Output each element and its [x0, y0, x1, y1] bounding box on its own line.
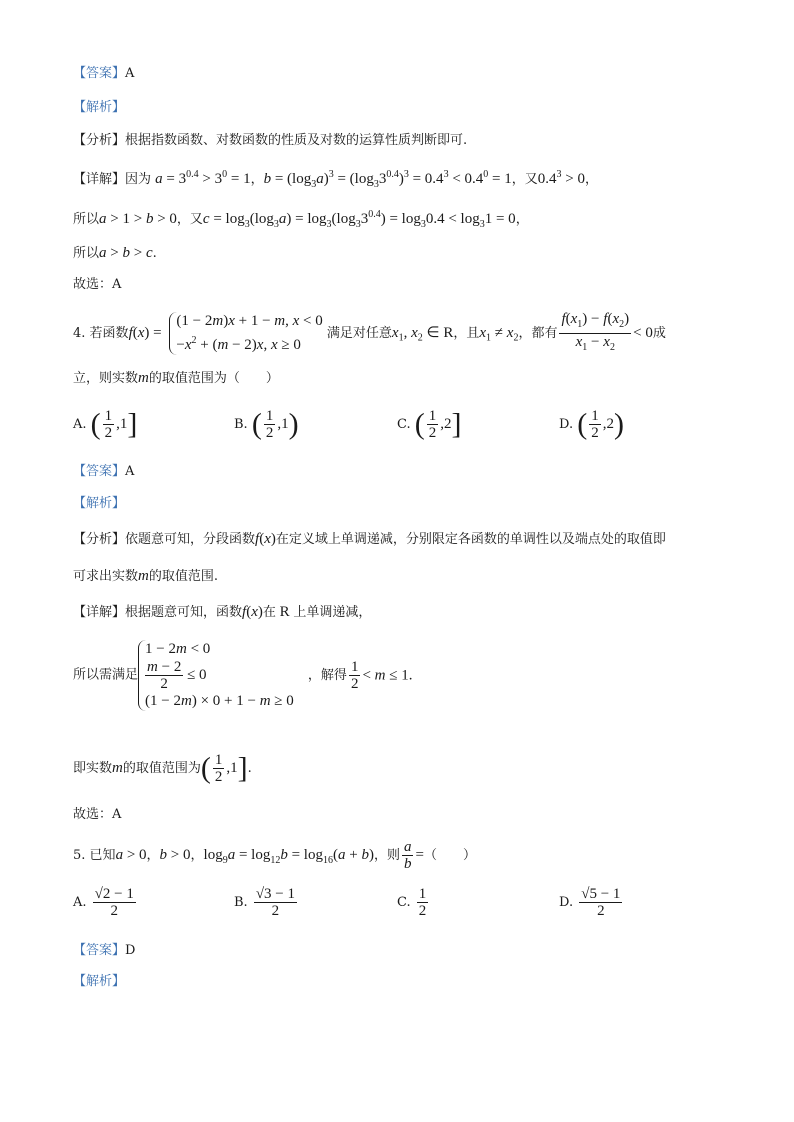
detail-text: ，又 [511, 172, 538, 187]
q4-fenxi-line-2: 可求出实数m的取值范围. [73, 568, 218, 584]
detail-text: 的取值范围为 [122, 761, 201, 776]
detail-text: 在 [262, 605, 276, 620]
stem-text: ，且 [453, 326, 480, 341]
option-label: A. [73, 417, 87, 432]
q4-detail-line-3: 即实数m的取值范围为( $\frac{1}{2}$ ,1]. [73, 751, 252, 785]
detail-text: 所以 [73, 212, 100, 227]
q5-option-d[interactable]: D. $\frac{√5 - 1}{2}$ [559, 886, 621, 919]
detail-text: ，解得 [307, 667, 347, 683]
analysis-tag: 【解析】 [73, 496, 126, 511]
q4-analysis-line [73, 495, 125, 513]
stem-text: 立，则实数 [73, 371, 139, 386]
option-label: D. [559, 417, 574, 432]
stem-text: 的取值范围为（ ） [148, 371, 279, 386]
analysis-tag: 【解析】 [73, 100, 126, 115]
q5-option-b[interactable]: B. $\frac{√3 - 1}{2}$ [234, 886, 296, 919]
question-number: 4. [73, 326, 86, 341]
detail-text: 即实数 [73, 761, 113, 776]
stem-text: ，则 [373, 848, 400, 863]
stem-text: ，都有 [518, 326, 558, 341]
fenxi-tag: 【分析】 [73, 532, 126, 547]
fenxi-text: 可求出实数 [73, 569, 139, 584]
fenxi-tag: 【分析】 [73, 133, 126, 148]
q3-detail-line-2: 所以a > 1 > b > 0，又$c = \log_3(\log_3a) = \log_3(\log_33^{0.4}) = \log_30.4 < \log_31 = 0$， [73, 209, 529, 230]
stem-text: 满足对任意 [326, 326, 392, 341]
answer-value: D [125, 943, 136, 958]
q3-analysis-line [73, 99, 125, 117]
q4-option-a[interactable]: A. ( $\frac{1}{2}$ ,1] [73, 407, 138, 441]
answer-tag: 【答案】 [73, 943, 126, 958]
detail-tag: 【详解】 [73, 172, 126, 187]
condition-system: 1 − 2m < 0 $\frac{m - 2}{2}$ ≤ 0 (1 − 2m) × 0 + 1 − m ≥ 0 [138, 640, 294, 711]
fraction: $\frac{f(x_1) - f(x_2)}{x_1 - x_2}$ [561, 311, 630, 353]
fenxi-text: 依题意可知，分段函数 [125, 532, 256, 547]
stem-text: 若函数 [89, 326, 129, 341]
q3-detail-line-3: 所以a > b > c. [73, 245, 157, 261]
q5-option-c[interactable]: C. $\frac{1}{2}$ [397, 886, 427, 919]
q4-answer-line [73, 463, 134, 481]
detail-text: 所以 [73, 246, 100, 261]
option-label: C. [397, 895, 411, 910]
stem-text: （ ） [423, 848, 476, 863]
q5-answer-line [73, 942, 135, 960]
fenxi-text: 的取值范围. [148, 569, 218, 584]
question-number: 5. [73, 848, 86, 863]
detail-text: ，又 [176, 212, 203, 227]
q5-option-a[interactable]: A. $\frac{√2 - 1}{2}$ [73, 886, 134, 919]
detail-tag: 【详解】 [73, 605, 126, 620]
q3-choice: 故选：A [73, 277, 122, 292]
q4-stem-line-1: 4. 若函数f(x) = (1 − 2m)x + 1 − m, x < 0 $-x^2 + (m - 2)x$, x ≥ 0 满足对任意$x_1$, $x_2$ ∈ R，且$x_1 \ne x_2$，都有 $\frac{f(x_1) - f(x_2)}{x_1 - x_2}$ < 0成 [73, 308, 666, 364]
detail-text: 上单调递减， [293, 605, 372, 620]
q4-detail-line-2: 所以需满足 1 − 2m < 0 $\frac{m - 2}{2}$ ≤ 0 (1 − 2m) × 0 + 1 − m ≥ 0 ，解得 $\frac{1}{2}$ < m ≤ 1. [73, 641, 413, 709]
option-label: A. [73, 895, 87, 910]
option-label: D. [559, 895, 574, 910]
answer-tag: 【答案】 [73, 464, 126, 479]
detail-text: 所以需满足 [73, 667, 139, 683]
detail-text: 因为 [125, 172, 152, 187]
stem-text: 已知 [89, 848, 116, 863]
q4-option-d[interactable]: D. ( $\frac{1}{2}$ ,2) [559, 407, 624, 441]
q3-answer-line [73, 65, 134, 83]
piecewise-system: (1 − 2m)x + 1 − m, x < 0 $-x^2 + (m - 2)x$, x ≥ 0 [169, 312, 322, 355]
fenxi-text: 根据指数函数、对数函数的性质及对数的运算性质判断即可. [125, 133, 468, 148]
q4-stem-line-2: 立，则实数m的取值范围为（ ） [73, 370, 279, 386]
math-expr: a [155, 171, 163, 187]
option-label: B. [234, 895, 248, 910]
fenxi-text: 在定义域上单调递减，分别限定各函数的单调性以及端点处的取值即 [275, 532, 666, 547]
q5-stem: 5. 已知a > 0，b > 0，$\log_9a = \log_{12}b = \log_{16}(a + b)$，则 $\frac{a}{b}$ =（ ） [73, 839, 476, 872]
q4-choice: 故选：A [73, 807, 122, 822]
q3-detail-line-1: 【详解】因为 $a = 3^{0.4} > 3^0 = 1$，$b = (\log_3a)^3 = (\log_33^{0.4})^3 = 0.4^3 < 0.4^0 = 1$，又$0.4^3 > 0$， [73, 169, 598, 190]
answer-value: A [125, 66, 135, 81]
q4-fenxi-line-1: 【分析】依题意可知，分段函数f(x)在定义域上单调递减，分别限定各函数的单调性以及端点处的取值即 [73, 531, 666, 547]
answer-tag: 【答案】 [73, 66, 126, 81]
q4-option-b[interactable]: B. ( $\frac{1}{2}$ ,1) [234, 407, 299, 441]
option-label: C. [397, 417, 411, 432]
q5-analysis-line [73, 973, 125, 991]
detail-text: 根据题意可知，函数 [125, 605, 243, 620]
analysis-tag: 【解析】 [73, 974, 126, 989]
q4-detail-line-1: 【详解】根据题意可知，函数f(x)在 R 上单调递减， [73, 604, 372, 620]
q4-option-c[interactable]: C. ( $\frac{1}{2}$ ,2] [397, 407, 462, 441]
answer-value: A [125, 464, 135, 479]
stem-text: 成 [652, 326, 666, 341]
q3-fenxi-line [73, 132, 467, 150]
option-label: B. [234, 417, 248, 432]
